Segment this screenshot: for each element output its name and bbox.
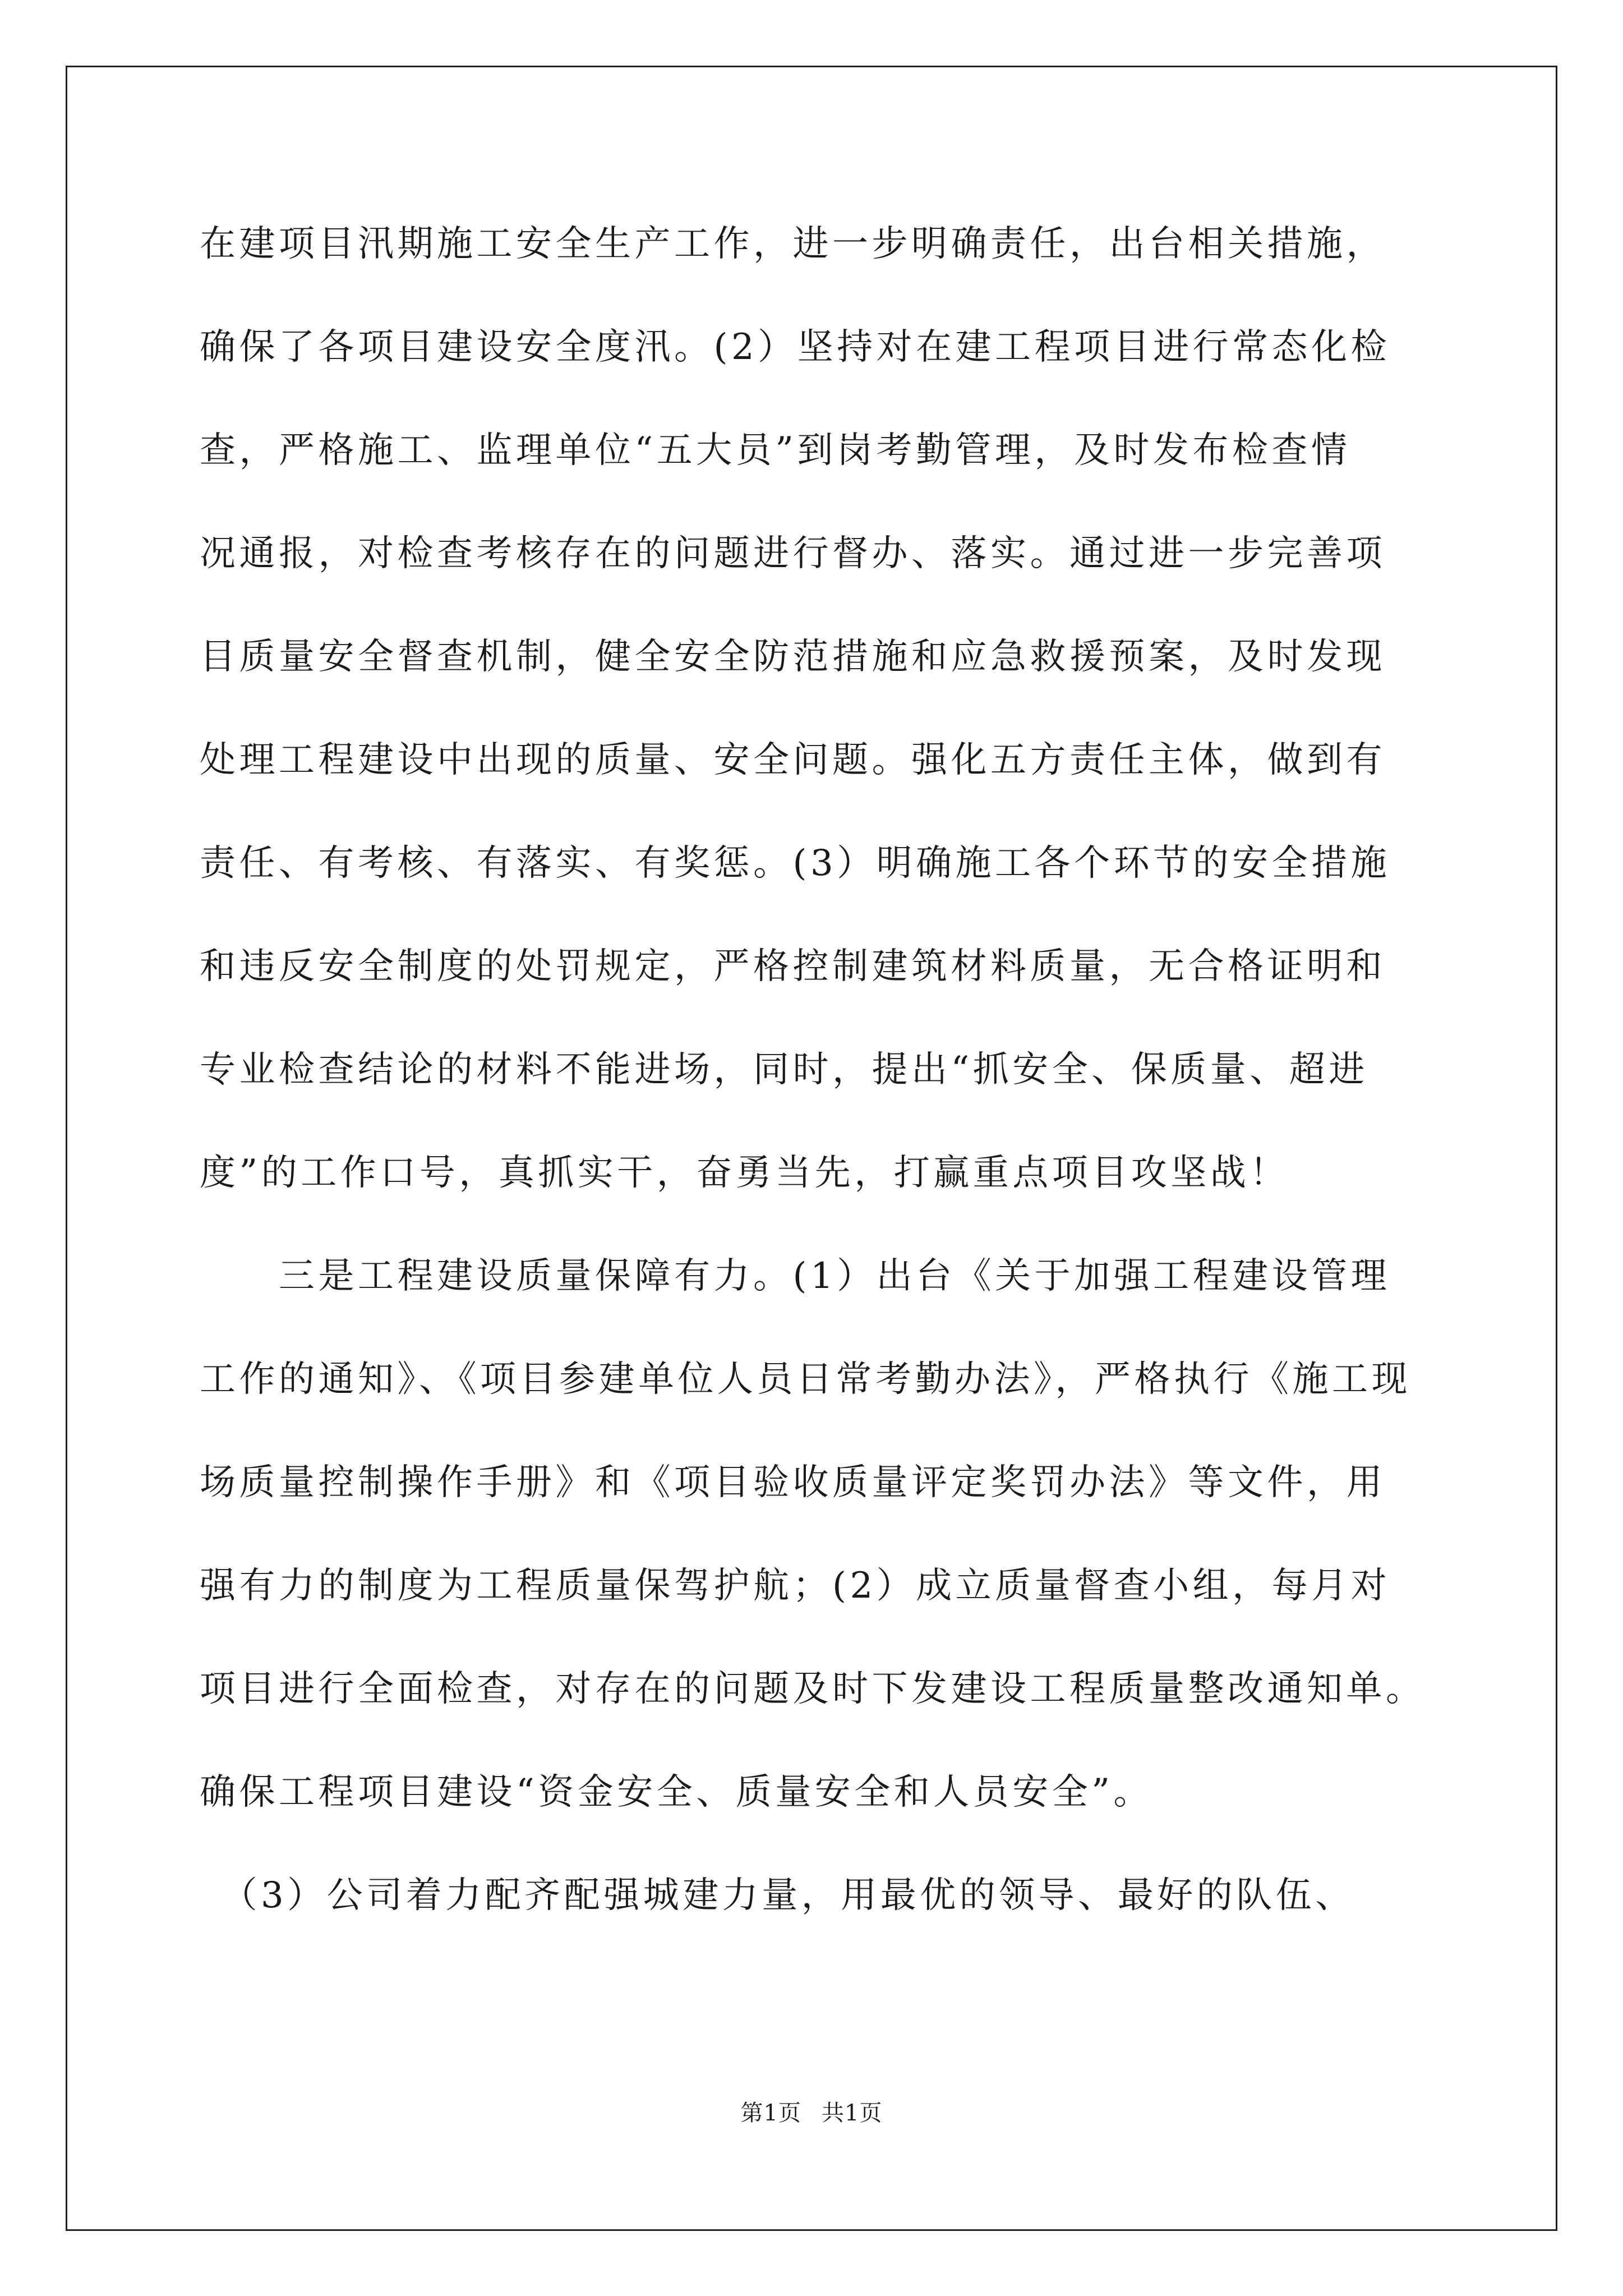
text-line: 强有力的制度为工程质量保驾护航；(2）成立质量督查小组，每月对 (200, 1565, 1391, 1607)
paragraph-start-line: 三是工程建设质量保障有力。(1）出台《关于加强工程建设管理 (200, 1255, 1391, 1297)
text-line: 和违反安全制度的处罚规定，严格控制建筑材料质量，无合格证明和 (200, 946, 1386, 987)
text-line: 目质量安全督查机制，健全安全防范措施和应急救援预案，及时发现 (200, 636, 1386, 678)
document-body (200, 213, 1433, 1968)
text-line: 工作的通知》、《项目参建单位人员日常考勤办法》，严格执行《施工现 (200, 1359, 1411, 1400)
text-line: 责任、有考核、有落实、有奖惩。(3）明确施工各个环节的安全措施 (200, 843, 1391, 884)
text-line: 处理工程建设中出现的质量、安全问题。强化五方责任主体，做到有 (200, 739, 1386, 781)
text-line: 确保工程项目建设“资金安全、质量安全和人员安全”。 (200, 1772, 1153, 1813)
text-line: 度”的工作口号，真抓实干，奋勇当先，打赢重点项目攻坚战！ (200, 1152, 1289, 1194)
page-footer (0, 2097, 1623, 2129)
text-line: 在建项目汛期施工安全生产工作，进一步明确责任，出台相关措施， (200, 223, 1386, 265)
text-line: 确保了各项目建设安全度汛。(2）坚持对在建工程项目进行常态化检 (200, 326, 1391, 368)
text-line: 况通报，对检查考核存在的问题进行督办、落实。通过进一步完善项 (200, 533, 1386, 574)
text-line: 场质量控制操作手册》和《项目验收质量评定奖罚办法》等文件，用 (200, 1462, 1386, 1503)
page-number-total: 共1页 (822, 2100, 883, 2126)
text-line: 查，严格施工、监理单位“五大员”到岗考勤管理，及时发布检查情 (200, 430, 1351, 471)
text-line: 专业检查结论的材料不能进场，同时，提出“抓安全、保质量、超进 (200, 1049, 1368, 1091)
text-line: 项目进行全面检查，对存在的问题及时下发建设工程质量整改通知单。 (200, 1668, 1426, 1710)
page-number-current: 第1页 (740, 2100, 801, 2126)
paragraph-start-line: （3）公司着力配齐配强城建力量，用最优的领导、最好的队伍、 (200, 1875, 1355, 1916)
